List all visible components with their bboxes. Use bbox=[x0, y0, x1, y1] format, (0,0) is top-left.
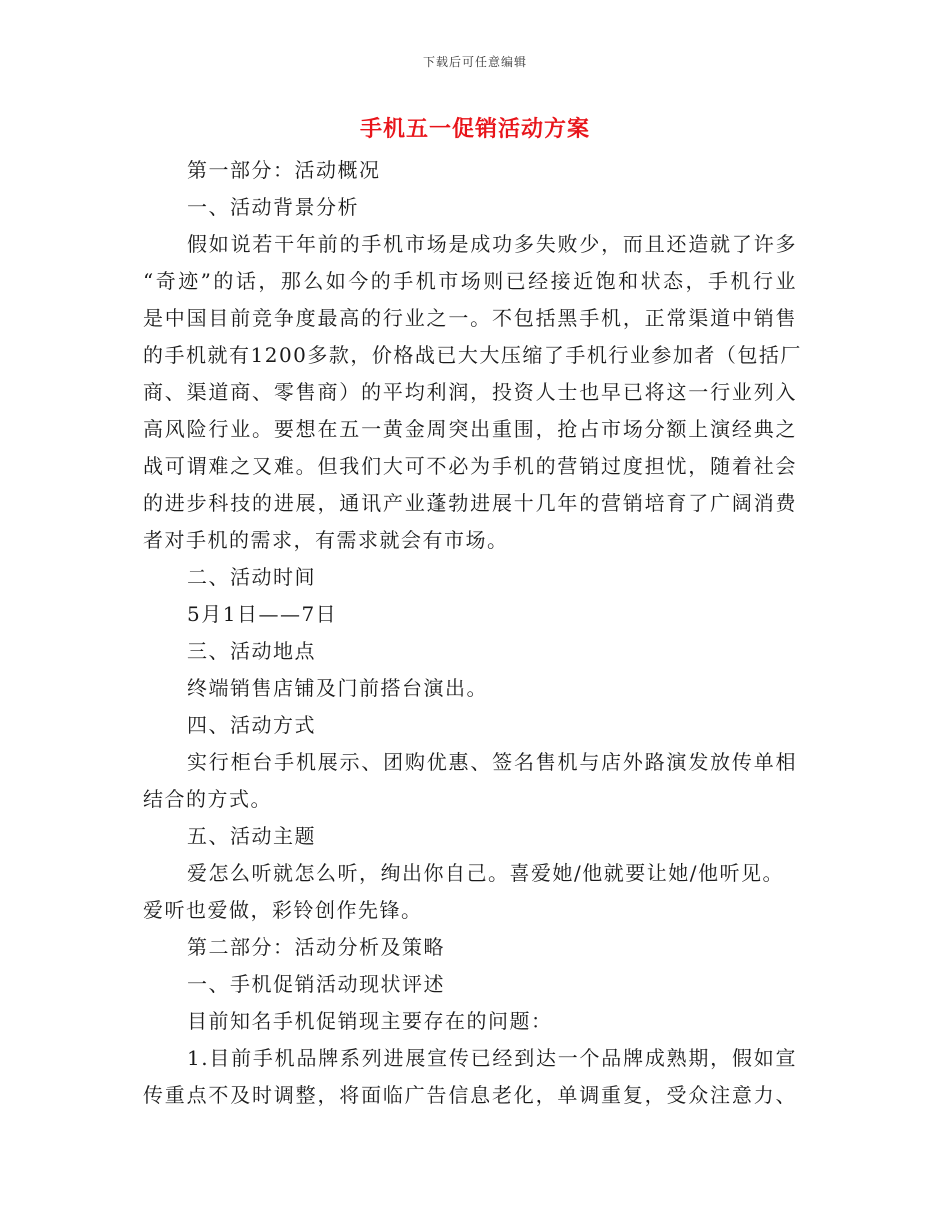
subheading-current-status: 一、手机促销活动现状评述 bbox=[187, 972, 445, 996]
paragraph-line: 的手机就有1200多款，价格战已大大压缩了手机行业参加者（包括厂 bbox=[143, 343, 802, 367]
page-header-note: 下载后可任意编辑 bbox=[422, 55, 527, 69]
section-heading-part-two: 第二部分：活动分析及策略 bbox=[187, 935, 445, 959]
subheading-background: 一、活动背景分析 bbox=[187, 195, 359, 219]
paragraph-line: 结合的方式。 bbox=[143, 787, 272, 811]
paragraph-line: 传重点不及时调整，将面临广告信息老化，单调重复，受众注意力、 bbox=[143, 1083, 797, 1107]
paragraph-line: 实行柜台手机展示、团购优惠、签名售机与店外路演发放传单相 bbox=[187, 750, 797, 774]
section-heading-part-one: 第一部分：活动概况 bbox=[187, 158, 381, 182]
subheading-time: 二、活动时间 bbox=[187, 565, 316, 589]
paragraph-line: 高风险行业。要想在五一黄金周突出重围，抢占市场分额上演经典之 bbox=[143, 417, 797, 441]
paragraph-line: 的进步科技的进展，通讯产业蓬勃进展十几年的营销培育了广阔消费 bbox=[143, 491, 797, 515]
paragraph-line: 假如说若干年前的手机市场是成功多失败少，而且还造就了许多 bbox=[187, 232, 797, 256]
paragraph-line: 者对手机的需求，有需求就会有市场。 bbox=[143, 528, 509, 552]
paragraph-line: 爱听也爱做，彩铃创作先锋。 bbox=[143, 898, 423, 922]
paragraph-line: 战可谓难之又难。但我们大可不必为手机的营销过度担忧，随着社会 bbox=[143, 454, 797, 478]
paragraph-line: 爱怎么听就怎么听，绚出你自己。喜爱她/他就要让她/他听见。 bbox=[187, 861, 784, 885]
paragraph-line: 1.目前手机品牌系列进展宣传已经到达一个品牌成熟期，假如宣 bbox=[187, 1046, 797, 1070]
activity-date: 5月1日——7日 bbox=[187, 602, 338, 626]
paragraph-line: 商、渠道商、零售商）的平均利润，投资人士也早已将这一行业列入 bbox=[143, 380, 797, 404]
subheading-location: 三、活动地点 bbox=[187, 639, 316, 663]
document-title: 手机五一促销活动方案 bbox=[359, 117, 590, 142]
subheading-method: 四、活动方式 bbox=[187, 713, 316, 737]
paragraph-line: “奇迹”的话，那么如今的手机市场则已经接近饱和状态，手机行业 bbox=[143, 269, 797, 293]
document-body bbox=[143, 152, 802, 1114]
paragraph-line: 目前知名手机促销现主要存在的问题： bbox=[187, 1009, 553, 1033]
activity-location: 终端销售店铺及门前搭台演出。 bbox=[187, 676, 488, 700]
paragraph-line: 是中国目前竞争度最高的行业之一。不包括黑手机，正常渠道中销售 bbox=[143, 306, 797, 330]
subheading-theme: 五、活动主题 bbox=[187, 824, 316, 848]
